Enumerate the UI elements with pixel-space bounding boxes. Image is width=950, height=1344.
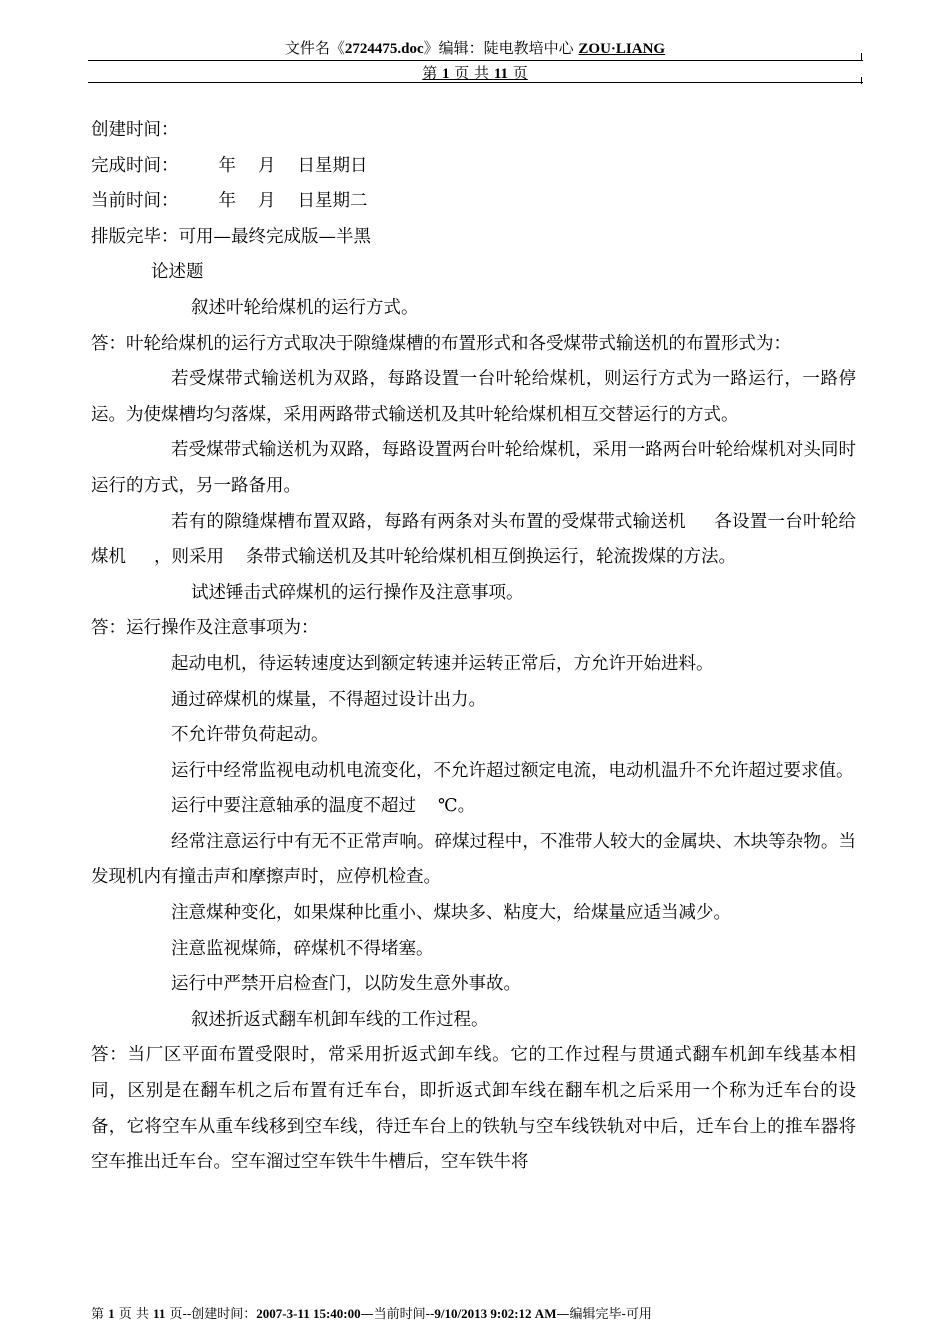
answer-1-para-2: 若受煤带式输送机为双路，每路设置两台叶轮给煤机，采用一路两台叶轮给煤机对头同时运行的方式，另一路备用。 [91,440,856,496]
header-rule-bottom [88,82,863,83]
answer-3: 答：当厂区平面布置受限时，常采用折返式卸车线。它的工作过程与贯通式翻车机卸车线基本相同，区别是在翻车机之后布置有迁车台，即折返式卸车线在翻车机之后采用一个称为迁车台的设备，它将空车从重车线移到空车线，待迁车台上的铁轨与空车线铁轨对中后，迁车台上的推车器将空车推出迁车台。空车溜过空车铁牛牛槽后，空车铁牛将 [91,1045,856,1173]
current-line: 当前时间： 年 月 日星期二 [91,191,368,212]
page-footer: 第 1 页 共 11 页--创建时间：2007-3-11 15:40:00—当前时间--9/10/2013 9:02:12 AM—编辑完毕-可用 [91,1306,652,1322]
header-filename: 2724475.doc [344,41,424,57]
answer-2-item: 起动电机，待运转速度达到额定转速并运转正常后，方允许开始进料。 [171,653,714,674]
header-page-number: 第 1 页 共 11 页 [422,64,528,82]
answer-2-temp-item: 运行中要注意轴承的温度不超过 ℃。 [171,796,476,817]
header-author: ZOU·LIANG [578,41,666,57]
header-rule-top [88,60,863,61]
question-3: 叙述折返式翻车机卸车线的工作过程。 [191,1009,489,1030]
answer-2-item: 不允许带负荷起动。 [171,725,329,746]
document-body [91,113,856,1181]
answer-1-para-3: 若有的隙缝煤槽布置双路，每路有两条对头布置的受煤带式输送机 各设置一台叶轮给煤机 ，则采用 条带式输送机及其叶轮给煤机相互倒换运行，轮流拨煤的方法。 [91,511,857,568]
header-prefix: 文件名《 [284,39,345,57]
answer-2-item: 通过碎煤机的煤量，不得超过设计出力。 [171,689,486,710]
created-line: 创建时间： [91,120,179,140]
section-heading: 论述题 [151,262,204,283]
question-2: 试述锤击式碎煤机的运行操作及注意事项。 [191,582,524,603]
answer-1-intro: 答：叶轮给煤机的运行方式取决于隙缝煤槽的布置形式和各受煤带式输送机的布置形式为： [91,333,791,354]
completed-line: 完成时间： 年 月 日星期日 [91,155,368,176]
answer-2-item: 注意煤种变化，如果煤种比重小、煤块多、粘度大，给煤量应适当减少。 [171,903,731,924]
answer-2-item: 注意监视煤筛，碎煤机不得堵塞。 [171,938,434,959]
header-title [0,38,950,59]
answer-1-para-1: 若受煤带式输送机为双路，每路设置一台叶轮给煤机，则运行方式为一路运行，一路停运。为使煤槽均匀落煤，采用两路带式输送机及其叶轮给煤机相互交替运行的方式。 [91,369,856,425]
answer-2-item: 运行中经常监视电动机电流变化，不允许超过额定电流，电动机温升不允许超过要求值。 [171,760,854,781]
layout-line: 排版完毕：可用—最终完成版—半黑 [91,226,371,247]
header-middle: 》编辑：陡电教培中心 [423,39,579,57]
answer-2-item: 运行中严禁开启检查门，以防发生意外事故。 [171,974,521,995]
header-rule-top-tick [861,53,862,61]
header-rule-bottom-tick [861,77,862,84]
question-1: 叙述叶轮给煤机的运行方式。 [191,297,419,318]
answer-2-item: 经常注意运行中有无不正常声响。碎煤过程中，不准带人较大的金属块、木块等杂物。当发现机内有撞击声和摩擦声时，应停机检查。 [91,831,856,888]
answer-2-intro: 答：运行操作及注意事项为： [91,618,319,639]
